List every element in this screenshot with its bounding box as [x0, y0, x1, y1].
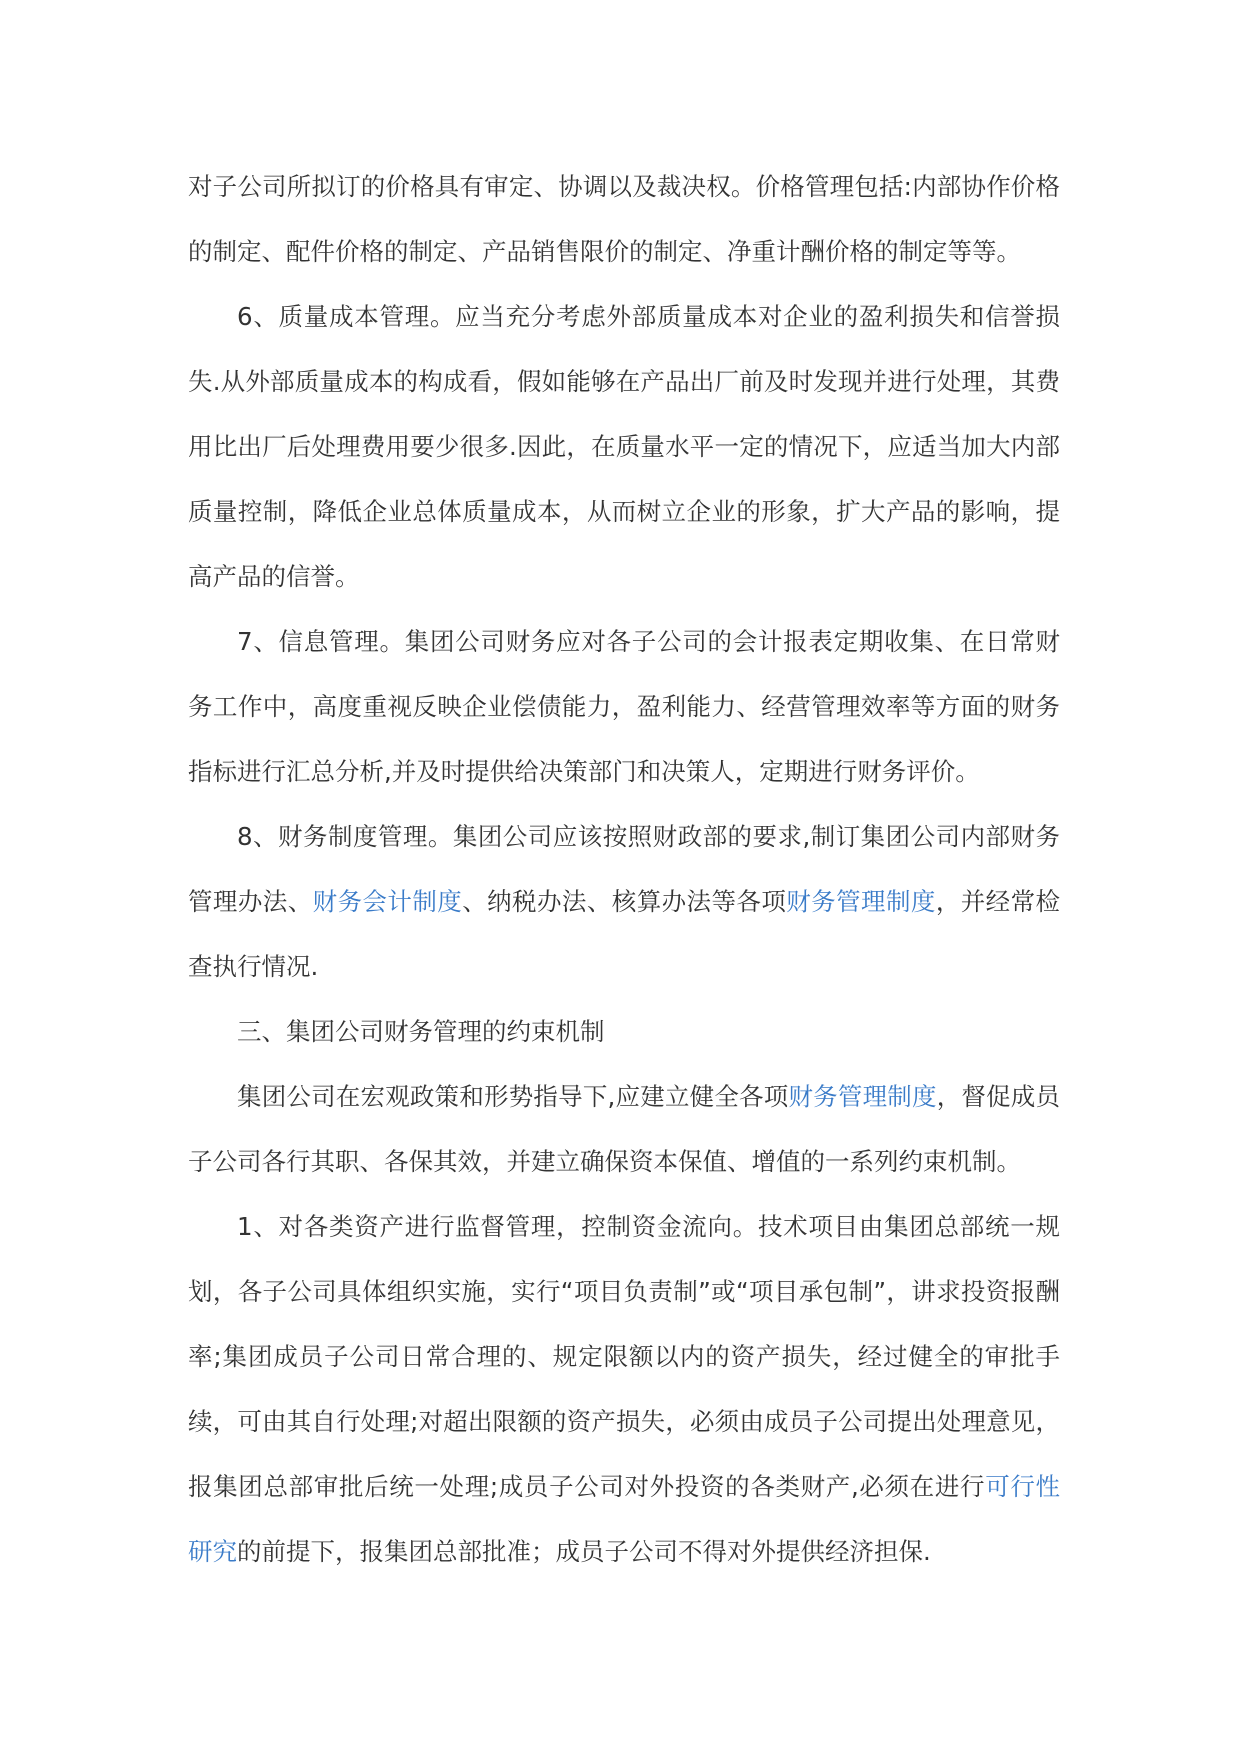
paragraph-text: 7、信息管理。集团公司财务应对各子公司的会计报表定期收集、在日常财务工作中，高度重视反映企业偿债能力，盈利能力、经营管理效率等方面的财务指标进行汇总分析,并及时提供给决策部门和决策人，定期进行财务评价。 — [188, 627, 1060, 786]
paragraph-text: 的前提下，报集团总部批准；成员子公司不得对外提供经济担保. — [237, 1537, 931, 1566]
paragraph — [188, 804, 1060, 999]
paragraph-text: ，并经常检查执行情况. — [188, 887, 1061, 981]
paragraph-text: ，督促成员子公司各行其职、各保其效，并建立确保资本保值、增值的一系列约束机制。 — [188, 1082, 1060, 1176]
paragraph-text: 集团公司在宏观政策和形势指导下,应建立健全各项 — [237, 1082, 789, 1111]
paragraph-text: 6、质量成本管理。应当充分考虑外部质量成本对企业的盈利损失和信誉损失.从外部质量成本的构成看，假如能够在产品出厂前及时发现并进行处理，其费用比出厂后处理费用要少很多.因此，在质量水平一定的情况下，应适当加大内部质量控制，降低企业总体质量成本，从而树立企业的形象，扩大产品的影响，提高产品的信誉。 — [188, 302, 1060, 591]
paragraph — [188, 999, 1060, 1064]
paragraph-text: 1、对各类资产进行监督管理，控制资金流向。技术项目由集团总部统一规划，各子公司具体组织实施，实行“项目负责制”或“项目承包制”，讲求投资报酬率;集团成员子公司日常合理的、规定限额以内的资产损失，经过健全的审批手续，可由其自行处理;对超出限额的资产损失，必须由成员子公司提出处理意见，报集团总部审批后统一处理;成员子公司对外投资的各类财产,必须在进行 — [188, 1212, 1060, 1501]
paragraph-text: 8、财务制度管理。集团公司应该按照财政部的要求,制订集团公司内部财务管理办法、 — [188, 822, 1060, 916]
inline-link[interactable]: 财务会计制度 — [312, 887, 463, 916]
inline-link[interactable]: 财务管理制度 — [788, 1082, 937, 1111]
inline-link[interactable]: 可行性研究 — [188, 1472, 1060, 1566]
paragraph-text: 对子公司所拟订的价格具有审定、协调以及裁决权。价格管理包括:内部协作价格的制定、配件价格的制定、产品销售限价的制定、净重计酬价格的制定等等。 — [188, 172, 1060, 266]
paragraph — [188, 609, 1060, 804]
paragraph — [188, 284, 1060, 609]
paragraph — [188, 1064, 1060, 1194]
paragraph — [188, 154, 1060, 284]
inline-link[interactable]: 财务管理制度 — [786, 887, 936, 916]
paragraph — [188, 1194, 1060, 1584]
document-body — [188, 154, 1060, 1584]
paragraph-text: 、纳税办法、核算办法等各项 — [462, 887, 787, 916]
paragraph-text: 三、集团公司财务管理的约束机制 — [237, 1017, 605, 1046]
